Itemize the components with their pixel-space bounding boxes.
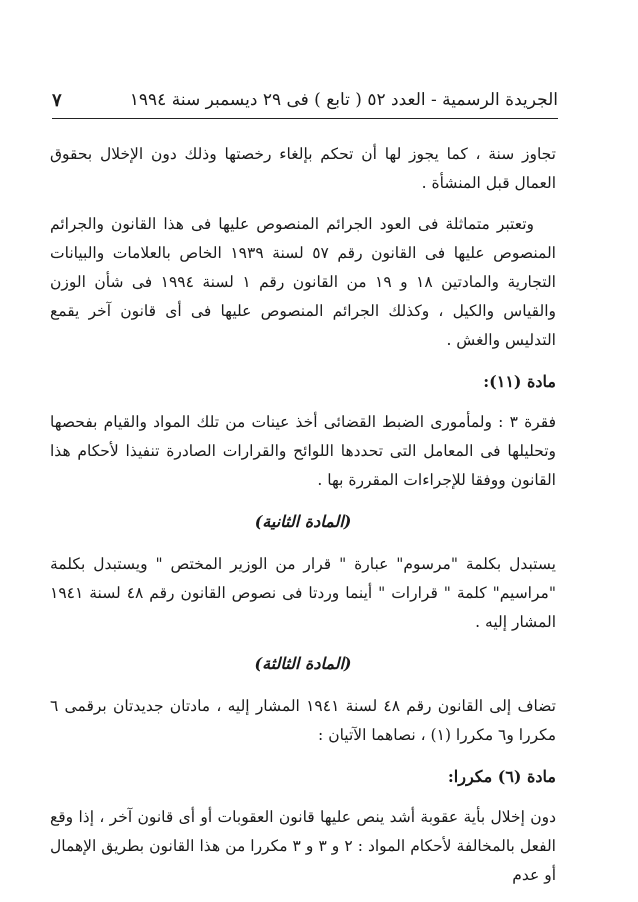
paragraph-second-article: يستبدل بكلمة "مرسوم" عبارة " قرار من الوزير المختص " ويستبدل بكلمة "مراسيم" كلمة " قرارات " أينما وردتا فى نصوص القانون رقم ٤٨ لسنة ١٩٤١ المشار إليه . [50,555,556,631]
paragraph-license-revocation: تجاوز سنة ، كما يجوز لها أن تحكم بإلغاء رخصتها وذلك دون الإخلال بحقوق العمال قبل المنشأة . [50,145,556,192]
page-number: ٧ [52,89,62,111]
heading-third-article: (المادة الثالثة) [254,654,352,673]
paragraph-recidivism-crimes: وتعتبر متماثلة فى العود الجرائم المنصوص عليها فى هذا القانون والجرائم المنصوص عليها فى القانون رقم ٥٧ لسنة ١٩٣٩ الخاص بالعلامات والبيانات التجارية والمادتين ١٨ و ١٩ من القانون رقم ١ لسنة ١٩٩٤ فى شأن الوزن والقياس والكيل ، وكذلك الجرائم المنصوص عليها فى أى قانون آخر يقمع التدليس والغش . [50,215,556,349]
heading-second-article: (المادة الثانية) [254,512,352,531]
heading-article-11: مادة (١١): [483,372,556,391]
gazette-header-title: الجريدة الرسمية - العدد ٥٢ ( تابع ) فى ٢٩ ديسمبر سنة ١٩٩٤ [129,90,558,110]
paragraph-third-article: تضاف إلى القانون رقم ٤٨ لسنة ١٩٤١ المشار إليه ، مادتان جديدتان برقمى ٦ مكررا و٦ مكررا (١) ، نصاهما الآتيان : [50,697,556,744]
header-divider [52,118,558,119]
paragraph-article-11-clause-3: فقرة ٣ : ولمأمورى الضبط القضائى أخذ عينات من تلك المواد والقيام بفحصها وتحليلها فى المعامل التى تحددها اللوائح والقرارات الصادرة تنفيذا لأحكام هذا القانون ووفقا للإجراءات المقررة بها . [50,413,557,489]
page-header [52,86,558,114]
document-body [50,140,556,902]
heading-article-6-bis: مادة (٦) مكررا: [447,767,556,786]
paragraph-article-6-bis: دون إخلال بأية عقوبة أشد ينص عليها قانون العقوبات أو أى قانون آخر ، إذا وقع الفعل بالمخالفة لأحكام المواد : ٢ و ٣ و ٣ مكررا من هذا القانون بطريق الإهمال أو عدم [50,808,556,884]
